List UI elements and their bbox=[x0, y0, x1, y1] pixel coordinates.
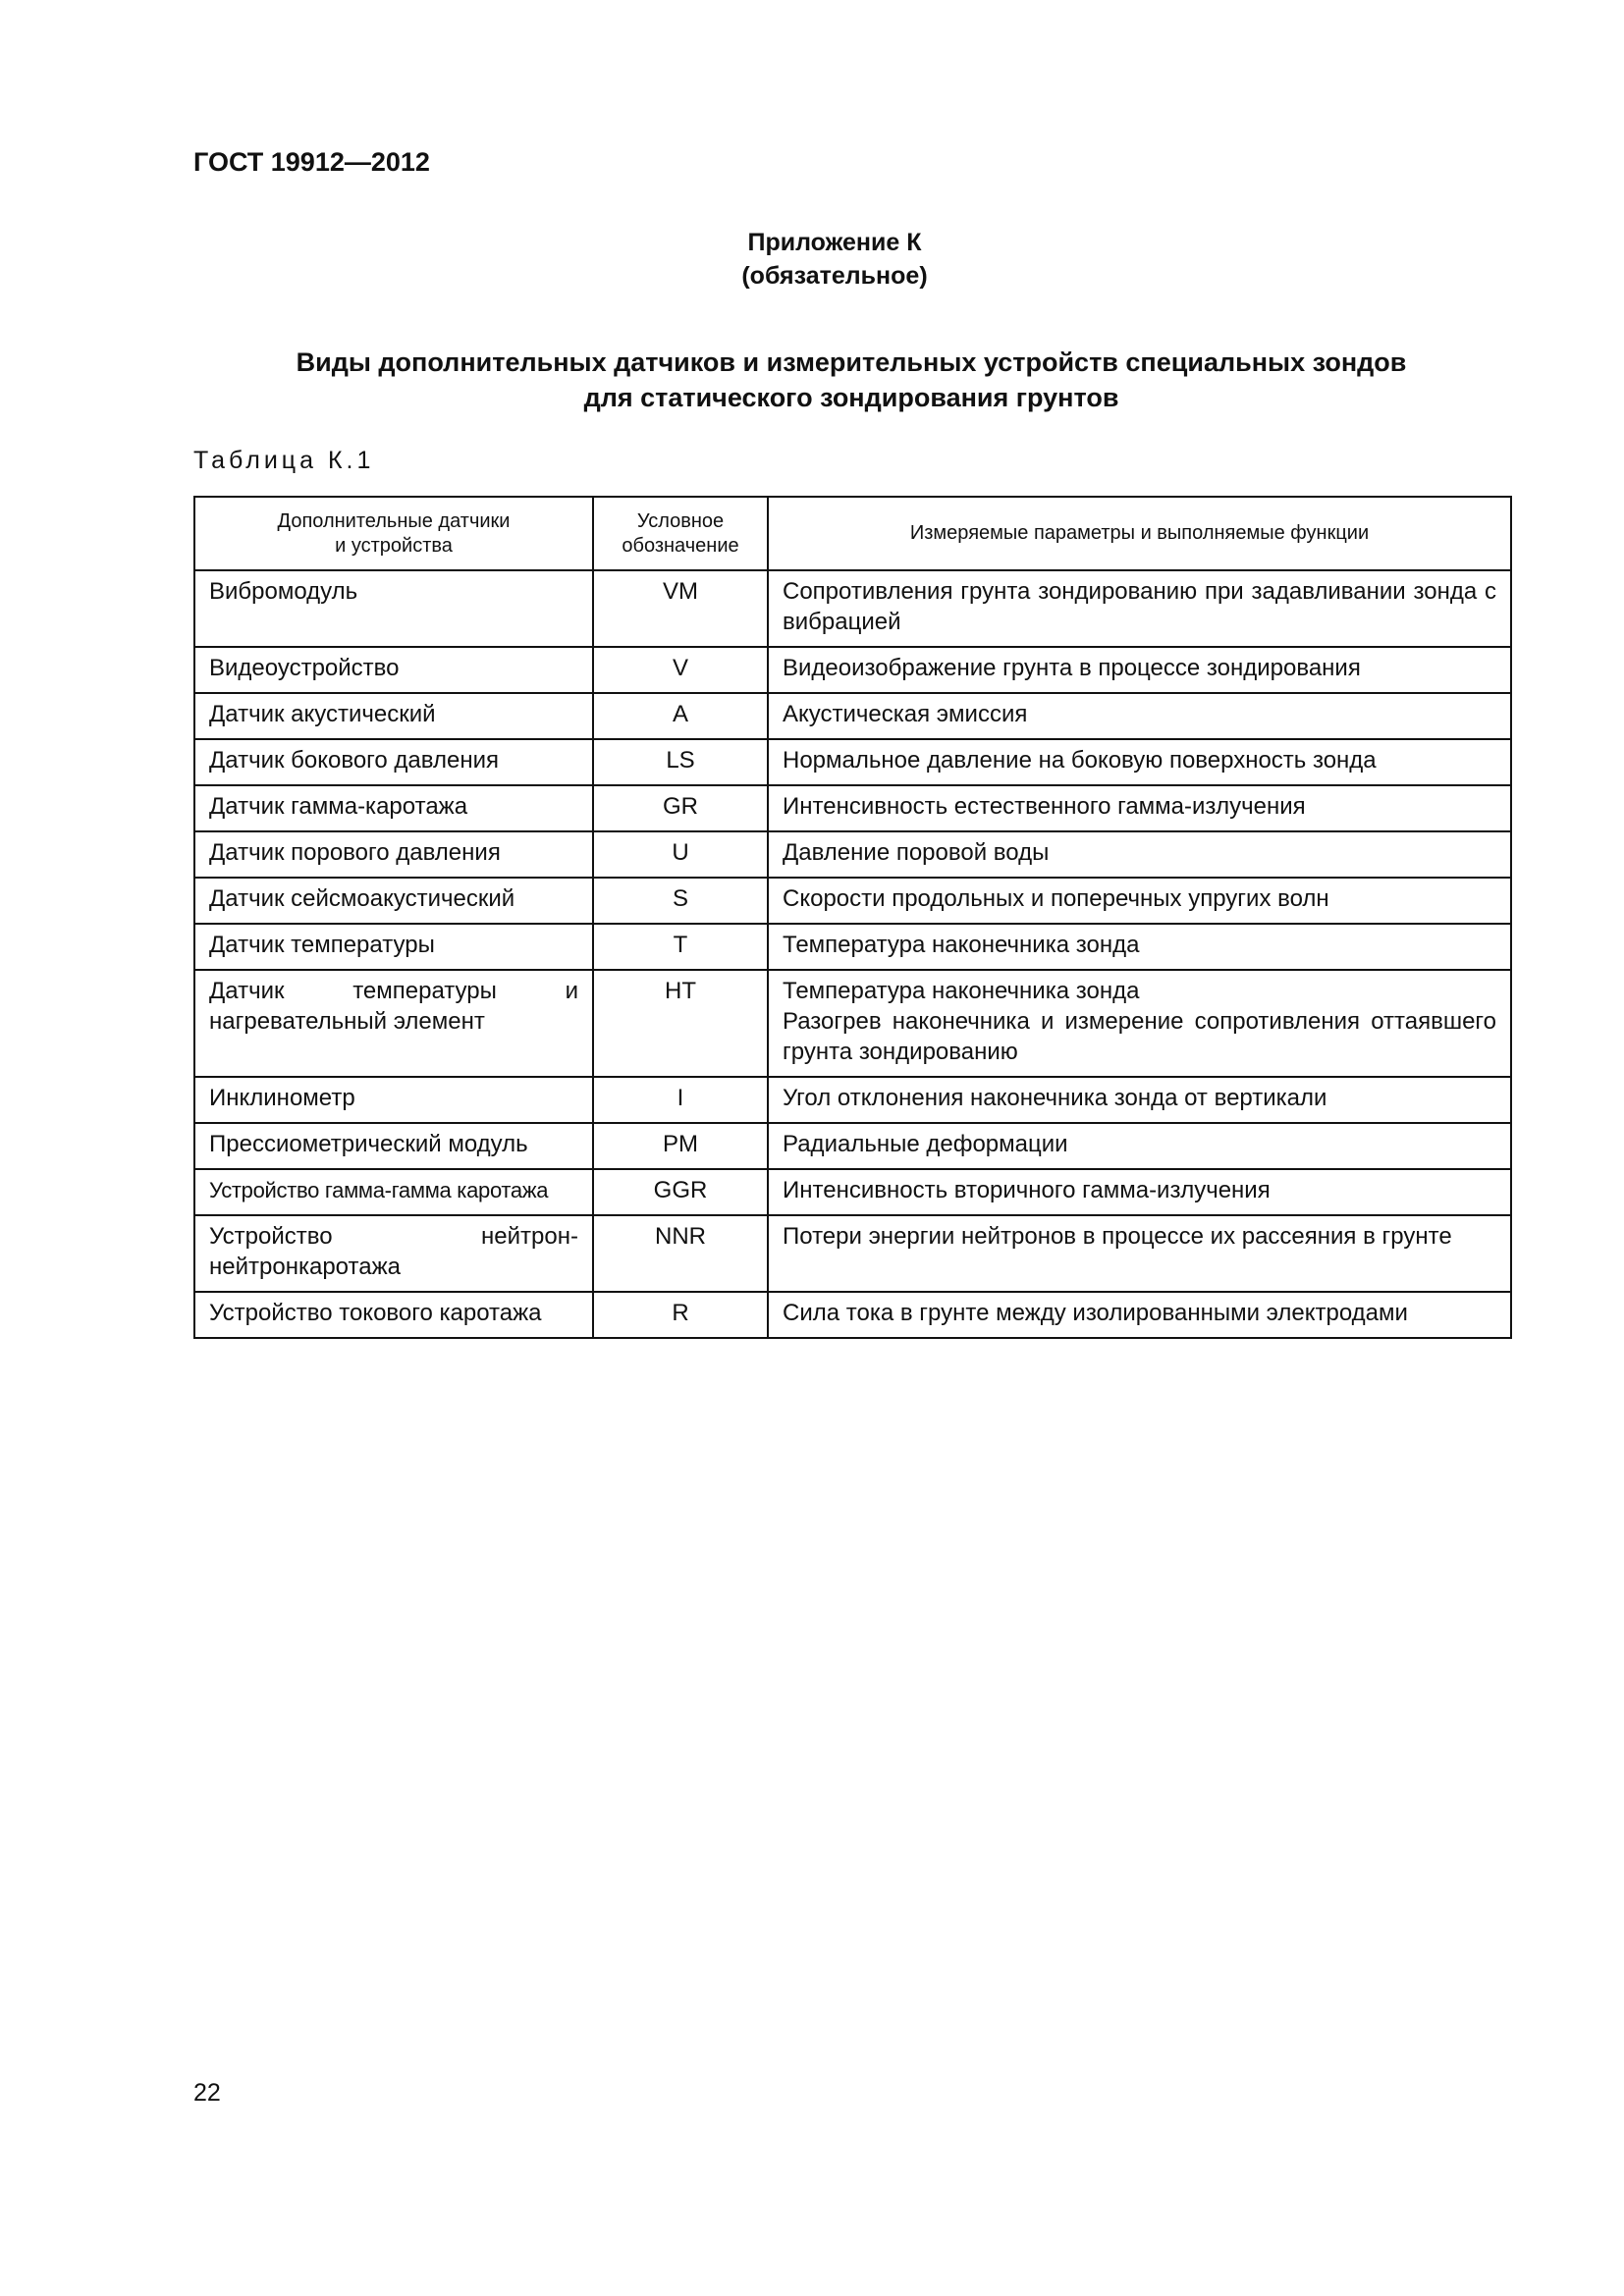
page-title-line-1: Виды дополнительных датчиков и измерительных устройств специальных зондов bbox=[296, 347, 1407, 377]
header-code-line-1: Условное bbox=[636, 509, 725, 532]
row-code: R bbox=[593, 1292, 768, 1338]
sensors-table bbox=[193, 496, 1512, 1339]
header-name bbox=[194, 497, 593, 570]
row-code: VM bbox=[593, 570, 768, 647]
table-row bbox=[194, 831, 1511, 878]
row-code: NNR bbox=[593, 1215, 768, 1292]
row-code: GR bbox=[593, 785, 768, 831]
row-description: Радиальные деформации bbox=[768, 1123, 1511, 1169]
table-row bbox=[194, 1077, 1511, 1123]
row-code: PM bbox=[593, 1123, 768, 1169]
row-name: Устройство гамма-гамма каротажа bbox=[194, 1169, 593, 1215]
row-description: Угол отклонения наконечника зонда от вертикали bbox=[768, 1077, 1511, 1123]
table-row bbox=[194, 570, 1511, 647]
row-name: Прессиометрический модуль bbox=[194, 1123, 593, 1169]
table-row bbox=[194, 1292, 1511, 1338]
table-row bbox=[194, 924, 1511, 970]
table-row bbox=[194, 1123, 1511, 1169]
table-header-row bbox=[194, 497, 1511, 570]
row-description: Видеоизображение грунта в процессе зондирования bbox=[768, 647, 1511, 693]
header-name-line-1: Дополнительные датчики bbox=[277, 509, 511, 532]
page-title bbox=[193, 345, 1509, 415]
row-description: Потери энергии нейтронов в процессе их рассеяния в грунте bbox=[768, 1215, 1511, 1292]
row-code: HT bbox=[593, 970, 768, 1077]
row-name: Устройство токового каротажа bbox=[194, 1292, 593, 1338]
row-name: Датчик гамма-каротажа bbox=[194, 785, 593, 831]
row-description: Температура наконечника зонда bbox=[768, 924, 1511, 970]
row-description: Сила тока в грунте между изолированными электродами bbox=[768, 1292, 1511, 1338]
table-row bbox=[194, 1215, 1511, 1292]
row-code: GGR bbox=[593, 1169, 768, 1215]
table-row bbox=[194, 1169, 1511, 1215]
header-description: Измеряемые параметры и выполняемые функции bbox=[768, 497, 1511, 570]
row-name: Видеоустройство bbox=[194, 647, 593, 693]
row-description bbox=[768, 970, 1511, 1077]
row-code: U bbox=[593, 831, 768, 878]
document-code: ГОСТ 19912—2012 bbox=[193, 147, 430, 177]
table-row bbox=[194, 647, 1511, 693]
page-number: 22 bbox=[193, 2079, 221, 2107]
table-row bbox=[194, 878, 1511, 924]
row-description-line-1: Температура наконечника зонда bbox=[783, 978, 1140, 1004]
appendix-label: Приложение К bbox=[747, 229, 922, 256]
row-name: Датчик порового давления bbox=[194, 831, 593, 878]
table-row bbox=[194, 785, 1511, 831]
row-name: Датчик сейсмоакустический bbox=[194, 878, 593, 924]
row-name: Датчик акустический bbox=[194, 693, 593, 739]
row-name: Инклинометр bbox=[194, 1077, 593, 1123]
row-description: Нормальное давление на боковую поверхность зонда bbox=[768, 739, 1511, 785]
appendix-status: (обязательное) bbox=[741, 262, 928, 290]
row-name: Датчик бокового давления bbox=[194, 739, 593, 785]
row-code: A bbox=[593, 693, 768, 739]
row-description-line-2: Разогрев наконечника и измерение сопротивления оттаявшего грунта зондированию bbox=[783, 1008, 1496, 1065]
table-row bbox=[194, 693, 1511, 739]
row-name: Датчик температуры и нагревательный элемент bbox=[194, 970, 593, 1077]
appendix-heading bbox=[0, 226, 1624, 293]
row-code: S bbox=[593, 878, 768, 924]
row-name: Вибромодуль bbox=[194, 570, 593, 647]
table-row bbox=[194, 970, 1511, 1077]
header-code-line-2: обозначение bbox=[622, 534, 739, 557]
row-description: Интенсивность естественного гамма-излучения bbox=[768, 785, 1511, 831]
row-name: Устройство нейтрон-нейтронкаротажа bbox=[194, 1215, 593, 1292]
row-description: Интенсивность вторичного гамма-излучения bbox=[768, 1169, 1511, 1215]
header-name-line-2: и устройства bbox=[335, 534, 453, 557]
row-description: Акустическая эмиссия bbox=[768, 693, 1511, 739]
table-label: Таблица К.1 bbox=[193, 447, 375, 474]
row-code: T bbox=[593, 924, 768, 970]
row-description: Сопротивления грунта зондированию при задавливании зонда с вибрацией bbox=[768, 570, 1511, 647]
row-name: Датчик температуры bbox=[194, 924, 593, 970]
header-code bbox=[593, 497, 768, 570]
row-description: Давление поровой воды bbox=[768, 831, 1511, 878]
page-title-line-2: для статического зондирования грунтов bbox=[583, 383, 1119, 412]
row-code: V bbox=[593, 647, 768, 693]
row-code: I bbox=[593, 1077, 768, 1123]
row-description: Скорости продольных и поперечных упругих волн bbox=[768, 878, 1511, 924]
row-code: LS bbox=[593, 739, 768, 785]
table-row bbox=[194, 739, 1511, 785]
